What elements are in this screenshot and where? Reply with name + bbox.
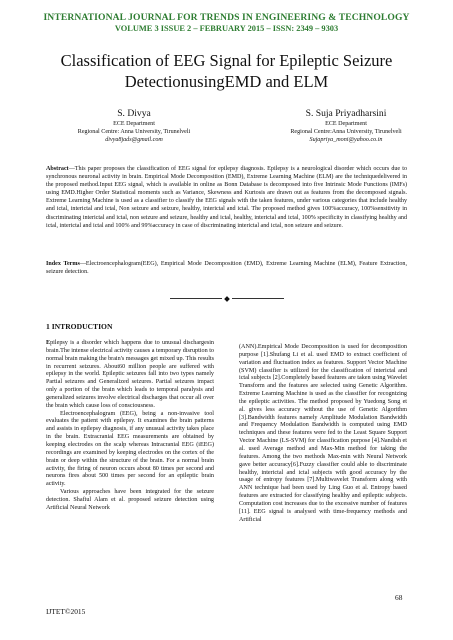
separator-line xyxy=(232,298,284,299)
index-terms-label: Index Terms xyxy=(46,261,80,267)
footer-journal: IJTET©2015 xyxy=(46,607,86,616)
journal-name: INTERNATIONAL JOURNAL FOR TRENDS IN ENGINEERING & TECHNOLOGY xyxy=(43,12,410,23)
page-number: 68 xyxy=(395,593,403,602)
author-affiliation: Regional Centre: Anna University, Tirunelveli xyxy=(77,129,191,136)
paragraph: Various approaches have been integrated for the seizure detection. Shafiul Alam et al. proposed seizure detection using Artificial Neural Network xyxy=(46,489,214,511)
author-block-1 xyxy=(34,108,234,145)
paper-title: Classification of EEG Signal for Epileptic Seizure DetectionusingEMD and ELM xyxy=(60,51,393,91)
paragraph: Electroencephalogram (EEG), being a non-invasive tool evaluates the patient with epilepsy. It examines the brain patterns and assists in epilepsy diagnosis, if any unusual activity takes place in the brain. Extracranial EEG measurements are obtained by keeping electrodes on the scalp whereas Intracranial EEG (iEEG) recordings are examined by keeping electrodes on the cortex of the brain or deep within the structure of the brain. For a normal brain activity, the firing of neuron occurs about 80 times per second and neurons fires about 500 times per second for an epileptic brain activity. xyxy=(46,410,214,488)
body-column-left xyxy=(46,340,214,513)
index-terms xyxy=(46,260,407,276)
body-column-right xyxy=(239,344,407,524)
section-separator xyxy=(0,296,453,302)
author-name: S. Divya xyxy=(117,108,151,119)
journal-volume-info: VOLUME 3 ISSUE 2 – FEBRUARY 2015 – ISSN: 2349 – 9303 xyxy=(114,24,339,33)
abstract-text: —This paper proposes the classification of EEG signal for epilepsy diagnosis. Epilepsy is a neurological disorder which occurs due to synchronous neuronal activity in brain. Empirical Mode Decomposition (EMD), Extreme Learning Machine (ELM) are the techniquedelivered in the proposed method.Input EEG signal, which is available in online as Bonn Database is decomposed into five Intrinsic Mode Functions (IMFs) using EMD.Higher Order Statistical moments such as Variance, Skewness and Kurtosis are drawn out as features from the decomposed signals. Extreme Learning Machine is used as a classifier to classify the EEG signals with the taken features, under various categories that include healthy and ictal, interictal and ictal, Non seizure and seizure, healthy, interictal and ictal. The proposed method gives 100%accuracy, 100%sensitivity in discriminating interictal and ictal, non seizure and seizure, healthy and ictal, healthy, interictal and ictal, 100% specificity in classifying healthy and ictal, interictal and ictal and 100% and 99%accuracy in case of discriminating interictal and ictal, non seizure and seizure. xyxy=(46,166,407,229)
paragraph-text: pilepsy is a disorder which happens due to unusual dischargesin brain.The intense electrical activity causes a temporary disruption to normal brain making the brain's messages get mixed up. This results in recurrent seizures. About60 million people are suffered with epilepsy in the world. Epileptic seizures fall into two types namely Partial seizures and Generalized seizures. Partial seizures impact only a portion of the brain which leads to temporal paralysis and generalized seizures involve electrical discharges that occur all over the brain which cause loss of consciousness. xyxy=(46,340,214,409)
diamond-icon xyxy=(224,296,230,302)
separator-line xyxy=(170,298,222,299)
author-department: ECE Department xyxy=(325,121,367,127)
author-block-2 xyxy=(246,108,446,145)
drop-cap: E xyxy=(46,340,51,346)
index-terms-text: —Electroencephalogram(EEG), Empirical Mode Decomposition (EMD), Extreme Learning Machine (ELM), Feature Extraction, seizure detection. xyxy=(46,261,407,276)
author-name: S. Suja Priyadharsini xyxy=(305,108,387,119)
paragraph xyxy=(46,340,214,411)
abstract xyxy=(46,165,407,230)
section-heading: 1 INTRODUCTION xyxy=(46,322,113,331)
author-email[interactable]: divya8jads@gmail.com xyxy=(105,137,163,144)
paragraph: (ANN).Empirical Mode Decomposition is used for decomposition purpose [1].Shufang Li et al. used EMD to extract coefficient of variation and fluctuation index as features. Support Vector Machine (SVM) classifier is utilized for the classification of interictal and ictal subjects [2].Completely based features are taken using Wavelet Transform and the features are selected using Genetic Algorithm. Extreme Learning Machine is used as the classifier for recognizing the epileptic activities. The method proposed by Yuedong Song et al. gives less accuracy without the use of Genetic Algorithm [3].Bandwidth features namely Amplitude Modulation Bandwidth and Frequency Modulation Bandwidth is computed using EMD techniques and these features were fed to the Least Square Support Vector Machine (LS-SVM) for classification purpose [4].Nandish et al. used Average method and Max-Min method for taking the features. Among the two methods Max-min with Neural Network gave better accuracy[6].Fuzzy classifier could able to discriminate healthy, interictal and ictal subjects with good accuracy by the usage of entropy features [7].Multiwavelet Transform along with ANN technique had been used by Ling Guo et al. Entropy based features are extracted for classifying healthy and epileptic subjects. Computation cost increases due to the excessive number of features [11]. EEG signal is analysed with time-frequency methods and Artificial xyxy=(239,344,407,523)
author-email[interactable]: Sujapriya_moni@yahoo.co.in xyxy=(309,137,383,144)
author-department: ECE Department xyxy=(113,121,155,127)
author-affiliation: Regional Centre:Anna University, Tirunelveli xyxy=(290,129,402,136)
abstract-label: Abstract xyxy=(46,166,69,172)
